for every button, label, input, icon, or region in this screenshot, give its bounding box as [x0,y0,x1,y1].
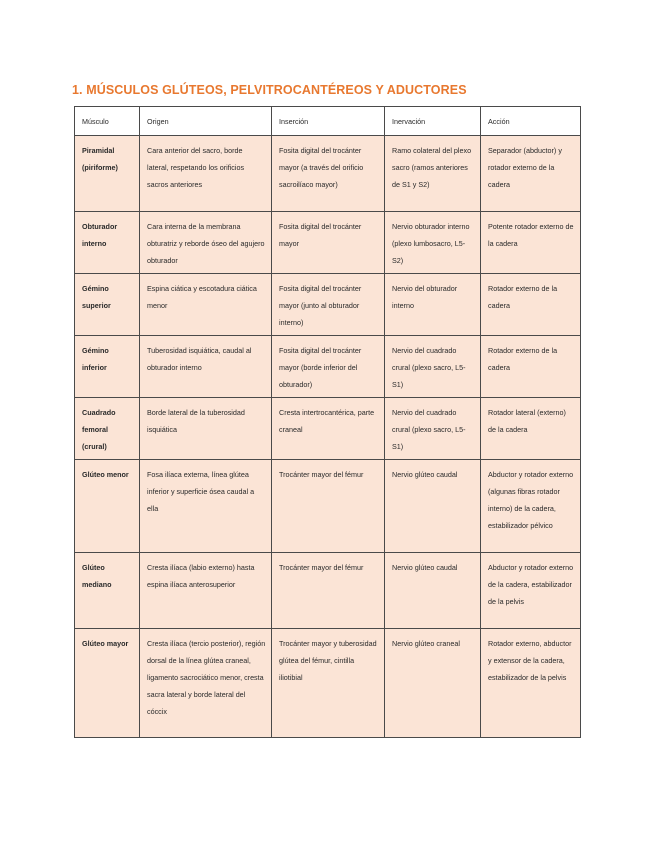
cell-accion: Rotador externo, abductor y extensor de la cadera, estabilizador de la pelvis [481,629,581,738]
table-row [75,274,581,336]
cell-insercion: Fosita digital del trocánter mayor [272,212,385,274]
cell-musculo: Glúteo mayor [75,629,140,738]
table-row [75,136,581,212]
cell-inervacion: Nervio glúteo caudal [385,460,481,553]
header-origen: Origen [140,107,272,136]
section-heading: 1. MÚSCULOS GLÚTEOS, PELVITROCANTÉREOS Y ADUCTORES [72,83,467,97]
header-accion: Acción [481,107,581,136]
cell-origen: Cresta ilíaca (tercio posterior), región dorsal de la línea glútea craneal, ligamento sacrociático menor, cresta sacra lateral y borde lateral del cóccix [140,629,272,738]
cell-insercion: Trocánter mayor del fémur [272,460,385,553]
cell-insercion: Trocánter mayor del fémur [272,553,385,629]
cell-musculo: Glúteo menor [75,460,140,553]
cell-origen: Espina ciática y escotadura ciática menor [140,274,272,336]
cell-inervacion: Nervio del obturador interno [385,274,481,336]
table-row [75,553,581,629]
cell-origen: Fosa ilíaca externa, línea glútea inferior y superficie ósea caudal a ella [140,460,272,553]
cell-origen: Cresta ilíaca (labio externo) hasta espina ilíaca anterosuperior [140,553,272,629]
cell-inervacion: Nervio del cuadrado crural (plexo sacro, L5-S1) [385,398,481,460]
cell-accion: Abductor y rotador externo de la cadera, estabilizador de la pelvis [481,553,581,629]
table-row [75,398,581,460]
cell-insercion: Fosita digital del trocánter mayor (borde inferior del obturador) [272,336,385,398]
cell-musculo: Gémino superior [75,274,140,336]
muscles-table [74,106,581,738]
cell-origen: Cara anterior del sacro, borde lateral, respetando los orificios sacros anteriores [140,136,272,212]
cell-musculo: Obturador interno [75,212,140,274]
cell-origen: Tuberosidad isquiática, caudal al obturador interno [140,336,272,398]
cell-accion: Separador (abductor) y rotador externo de la cadera [481,136,581,212]
table-header-row [75,107,581,136]
cell-insercion: Fosita digital del trocánter mayor (junto al obturador interno) [272,274,385,336]
cell-musculo: Cuadrado femoral (crural) [75,398,140,460]
cell-origen: Cara interna de la membrana obturatriz y reborde óseo del agujero obturador [140,212,272,274]
cell-musculo: Gémino inferior [75,336,140,398]
cell-inervacion: Nervio glúteo craneal [385,629,481,738]
cell-inervacion: Nervio obturador interno (plexo lumbosacro, L5-S2) [385,212,481,274]
header-insercion: Inserción [272,107,385,136]
cell-insercion: Trocánter mayor y tuberosidad glútea del fémur, cintilla iliotibial [272,629,385,738]
cell-musculo: Glúteo mediano [75,553,140,629]
header-inervacion: Inervación [385,107,481,136]
table-row [75,629,581,738]
table-row [75,336,581,398]
cell-accion: Rotador externo de la cadera [481,274,581,336]
table-row [75,212,581,274]
cell-accion: Potente rotador externo de la cadera [481,212,581,274]
cell-inervacion: Nervio del cuadrado crural (plexo sacro, L5-S1) [385,336,481,398]
cell-musculo: Piramidal (piriforme) [75,136,140,212]
cell-inervacion: Nervio glúteo caudal [385,553,481,629]
cell-insercion: Cresta intertrocantérica, parte craneal [272,398,385,460]
header-musculo: Músculo [75,107,140,136]
table-row [75,460,581,553]
cell-accion: Rotador externo de la cadera [481,336,581,398]
cell-accion: Rotador lateral (externo) de la cadera [481,398,581,460]
cell-inervacion: Ramo colateral del plexo sacro (ramos anteriores de S1 y S2) [385,136,481,212]
cell-origen: Borde lateral de la tuberosidad isquiática [140,398,272,460]
cell-insercion: Fosita digital del trocánter mayor (a través del orificio sacroilíaco mayor) [272,136,385,212]
cell-accion: Abductor y rotador externo (algunas fibras rotador interno) de la cadera, estabilizador pélvico [481,460,581,553]
